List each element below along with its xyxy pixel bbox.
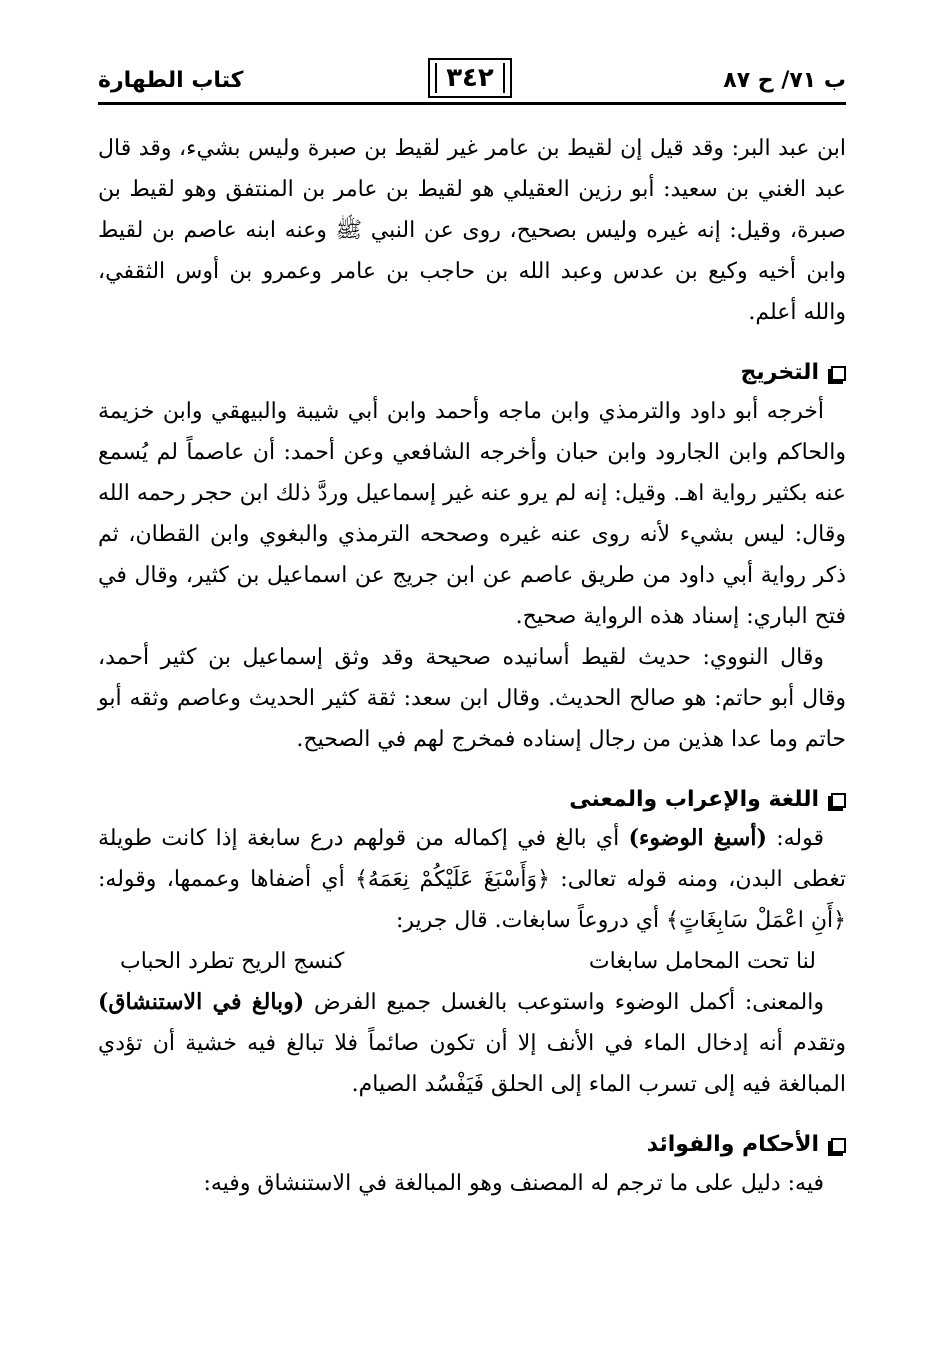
poem-hemistich-left: كنسج الريح تطرد الحباب xyxy=(120,949,345,974)
checkbox-square-icon xyxy=(831,366,846,381)
bold-term: (وبالغ في الاستنشاق) xyxy=(98,989,305,1015)
chapter-reference: ب ٧١/ ح ٨٧ xyxy=(723,68,846,93)
section-heading-label: التخريج xyxy=(740,360,819,385)
intro-paragraph: ابن عبد البر: وقد قيل إن لقيط بن عامر غير لقيط بن صبرة وليس بشيء، وقد قال عبد الغني بن سعيد: أبو رزين العقيلي هو لقيط بن عامر بن المنتفق وهو لقيط بن صبرة، وقيل: إنه غيره وليس بصحيح، روى عن النبي ﷺ وعنه ابنه عاصم بن لقيط وابن أخيه وكيع بن عدس وعبد الله بن حاجب بن عامر وعمرو بن أوس الثقفي، والله أعلم. xyxy=(98,136,846,325)
section-heading-label: الأحكام والفوائد xyxy=(646,1132,819,1157)
lugha-paragraph-2 xyxy=(98,982,846,1105)
bold-term: (أسبغ الوضوء) xyxy=(628,825,767,851)
text-run: أي بالغ في إكماله من قولهم درع سابغة إذا كانت طويلة تغطى البدن، ومنه قوله تعالى: ﴿وَأَسْبَغَ عَلَيْكُمْ نِعَمَهُ﴾ أي أضفاها وعممها، وقوله: ﴿أَنِ اعْمَلْ سَابِغَاتٍ﴾ أي دروعاً سابغات. قال جرير: xyxy=(98,826,846,933)
section-heading-ahkam xyxy=(98,1127,846,1163)
checkbox-square-icon xyxy=(831,1138,846,1153)
checkbox-square-icon xyxy=(831,793,846,808)
section-heading-lugha xyxy=(98,782,846,818)
takhrij-paragraph-1: أخرجه أبو داود والترمذي وابن ماجه وأحمد وابن أبي شيبة والبيهقي وابن خزيمة والحاكم وابن الجارود وابن حبان وأخرجه الشافعي وعن أحمد: أن عاصماً لم يُسمع عنه بكثير رواية اهـ. وقيل: إنه لم يرو عنه غير إسماعيل وردَّ ذلك ابن حجر رحمه الله وقال: ليس بشيء لأنه روى عنه غيره وصححه الترمذي والبغوي وابن القطان، ثم ذكر رواية أبي داود من طريق عاصم عن ابن جريج عن اسماعيل بن كثير، وقال في فتح الباري: إسناد هذه الرواية صحيح. xyxy=(98,399,846,629)
text-run: قوله: xyxy=(766,826,824,851)
text-run: وتقدم أنه إدخال الماء في الأنف إلا أن تكون صائماً فلا تبالغ فيه خشية أن تؤدي المبالغة فيه إلى تسرب الماء إلى الحلق فَيَفْسُد الصيام. xyxy=(98,1031,846,1097)
section-heading-takhrij xyxy=(98,355,846,391)
poem-verse xyxy=(98,941,846,982)
lugha-paragraph-1 xyxy=(98,818,846,941)
page-header xyxy=(98,58,846,105)
takhrij-paragraph-2: وقال النووي: حديث لقيط أسانيده صحيحة وقد وثق إسماعيل بن كثير أحمد، وقال أبو حاتم: هو صالح الحديث. وقال ابن سعد: ثقة كثير الحديث وعاصم وثقه أبو حاتم وما عدا هذين من رجال إسناده فمخرج لهم في الصحيح. xyxy=(98,645,846,752)
book-title: كتاب الطهارة xyxy=(98,68,244,93)
page-body xyxy=(98,128,846,1204)
page-number: ٣٤٢ xyxy=(428,58,512,98)
text-run: والمعنى: أكمل الوضوء واستوعب بالغسل جميع الفرض xyxy=(304,990,824,1015)
ahkam-paragraph-1: فيه: دليل على ما ترجم له المصنف وهو المبالغة في الاستنشاق وفيه: xyxy=(203,1171,824,1196)
poem-hemistich-right: لنا تحت المحامل سابغات xyxy=(588,949,816,974)
section-heading-label: اللغة والإعراب والمعنى xyxy=(569,787,819,812)
